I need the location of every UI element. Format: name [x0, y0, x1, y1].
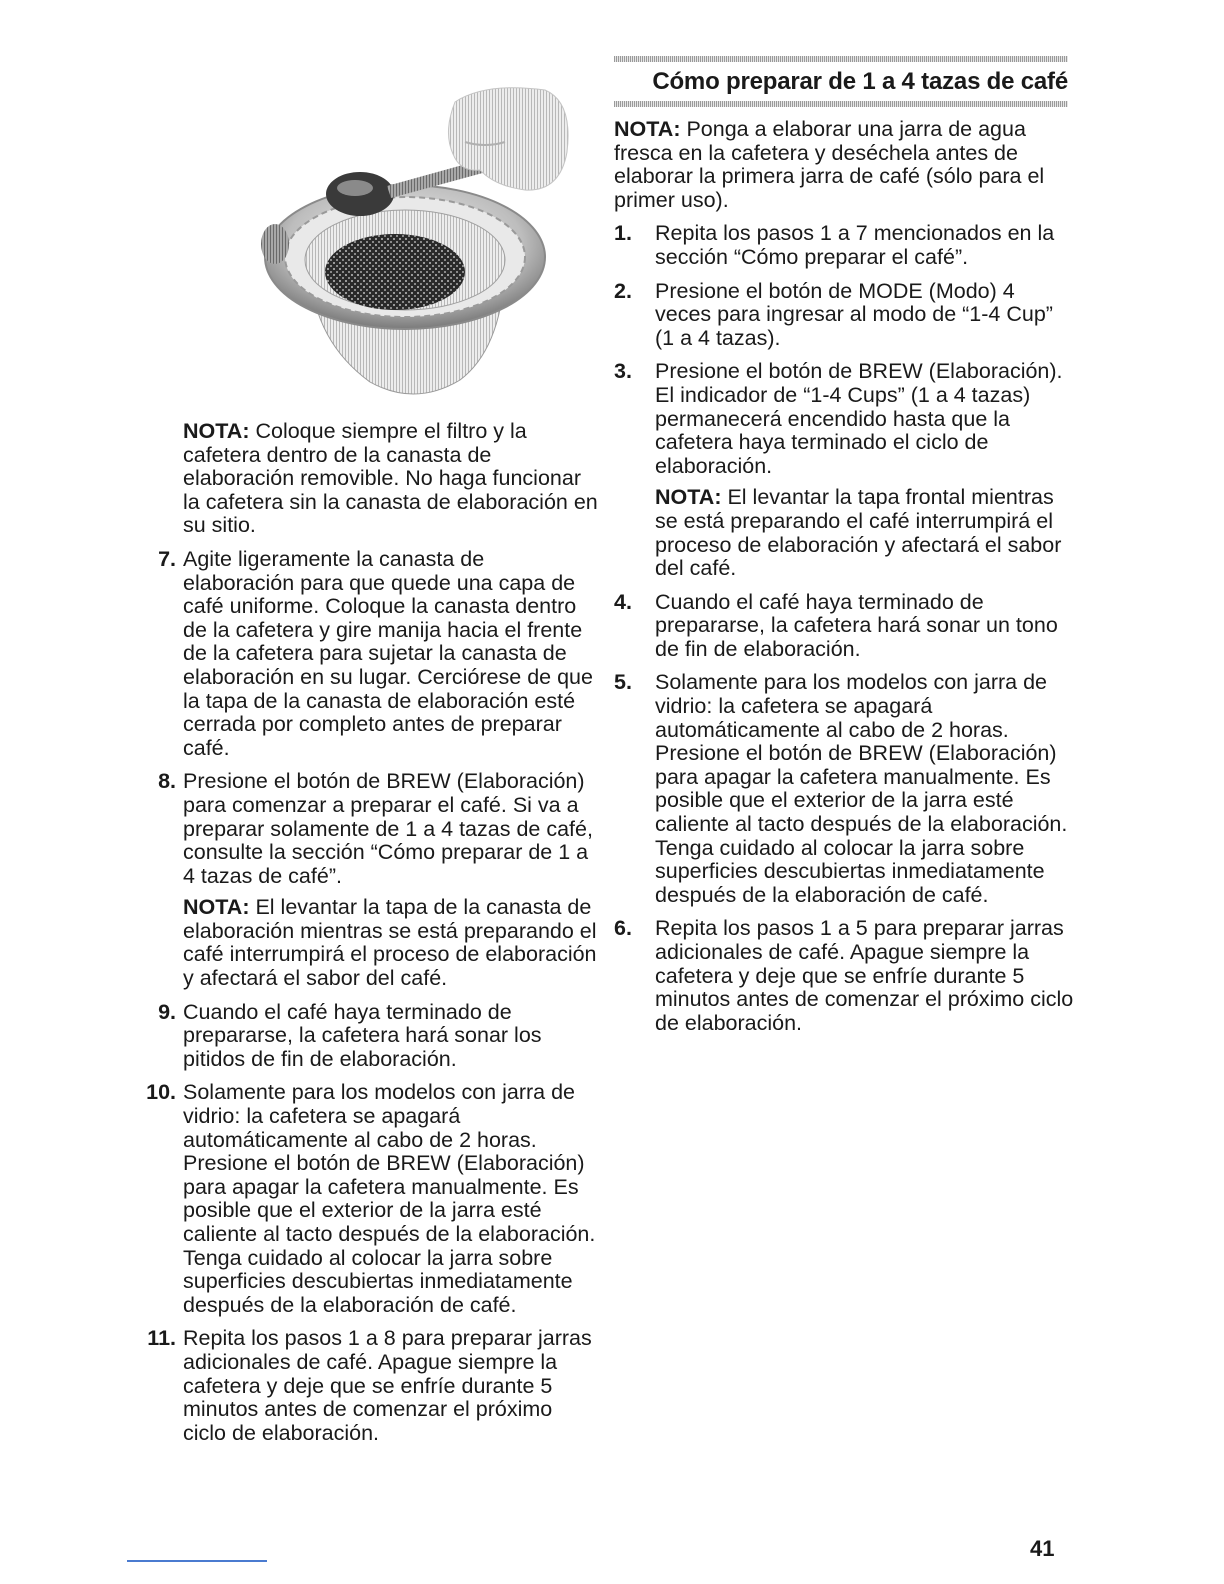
step-item — [140, 548, 600, 760]
note-text: Ponga a elaborar una jarra de agua fresca en la cafetera y deséchela antes de elaborar la primera jarra de café (sólo para el primer uso). — [614, 117, 1045, 212]
step-note — [655, 486, 1074, 580]
note-label: NOTA: — [655, 485, 722, 510]
basket-note — [140, 420, 600, 538]
step-number: 3. — [614, 359, 632, 384]
step-item — [140, 770, 600, 990]
right-steps-list — [614, 222, 1074, 1035]
brew-basket-illustration — [255, 82, 575, 412]
note-label: NOTA: — [183, 419, 250, 443]
header-top-rule — [614, 56, 1068, 62]
note-label: NOTA: — [183, 895, 250, 920]
left-column — [140, 420, 600, 1455]
note-text: Coloque siempre el filtro y la cafetera dentro de la canasta de elaboración removible. No haga funcionar la cafetera sin la canasta de elaboración en su sitio. — [183, 419, 598, 538]
step-number: 8. — [158, 769, 176, 794]
step-number: 2. — [614, 278, 632, 303]
header-bottom-rule — [614, 101, 1068, 107]
page-number: 41 — [1030, 1536, 1055, 1561]
step-item — [614, 591, 1074, 662]
step-item — [614, 280, 1074, 351]
step-text: Cuando el café haya terminado de prepararse, la cafetera hará sonar los pitidos de fin de elaboración. — [183, 999, 542, 1071]
step-item — [614, 671, 1074, 907]
step-number: 10. — [146, 1080, 176, 1105]
note-text: El levantar la tapa frontal mientras se está preparando el café interrumpirá el proceso de elaboración y afectará el sabor del café. — [655, 485, 1062, 581]
section-header — [614, 56, 1068, 107]
step-text: Presione el botón de BREW (Elaboración) para comenzar a preparar el café. Si va a preparar solamente de 1 a 4 tazas de café, consulte la sección “Cómo preparar de 1 a 4 tazas de café”. — [183, 769, 593, 888]
step-text: Solamente para los modelos con jarra de vidrio: la cafetera se apagará automáticamente al cabo de 2 horas. Presione el botón de BREW (Elaboración) para apagar la cafetera manualmente. Es posible que el exterior de la jarra esté caliente al tacto después de la elaboración. Tenga cuidado al colocar la jarra sobre superficies descubiertas inmediatamente después de la elaboración de café. — [183, 1080, 596, 1317]
step-number: 7. — [158, 546, 176, 571]
step-item — [614, 222, 1074, 269]
first-use-note — [614, 118, 1074, 212]
step-number: 9. — [158, 999, 176, 1024]
step-item — [140, 1327, 600, 1445]
step-text: Repita los pasos 1 a 7 mencionados en la sección “Cómo preparar el café”. — [655, 221, 1055, 269]
note-text: El levantar la tapa de la canasta de elaboración mientras se está preparando el café interrumpirá el proceso de elaboración y afectará el sabor del café. — [183, 895, 597, 991]
note-label: NOTA: — [614, 117, 681, 141]
step-number: 1. — [614, 221, 632, 246]
section-title: Cómo preparar de 1 a 4 tazas de café — [652, 68, 1068, 95]
left-steps-list — [140, 548, 600, 1445]
step-number: 11. — [147, 1326, 176, 1351]
step-number: 4. — [614, 589, 632, 614]
step-number: 6. — [614, 916, 632, 941]
step-item — [140, 1081, 600, 1317]
step-item — [140, 1001, 600, 1072]
right-column — [614, 118, 1074, 1045]
bottom-rule — [127, 1560, 267, 1562]
step-text: Presione el botón de MODE (Modo) 4 veces para ingresar al modo de “1-4 Cup” (1 a 4 tazas). — [655, 278, 1053, 350]
step-note — [183, 896, 600, 990]
step-number: 5. — [614, 670, 632, 695]
step-item — [614, 917, 1074, 1035]
step-item — [614, 360, 1074, 580]
step-text: Agite ligeramente la canasta de elaboración para que quede una capa de café uniforme. Coloque la canasta dentro de la cafetera y gire manija hacia el frente de la cafetera para sujetar la canasta de elaboración en su lugar. Cerciórese de que la tapa de la canasta de elaboración esté cerrada por completo antes de preparar café. — [183, 546, 593, 760]
step-text: Repita los pasos 1 a 5 para preparar jarras adicionales de café. Apague siempre la cafetera y deje que se enfríe durante 5 minutos antes de comenzar el próximo ciclo de elaboración. — [655, 916, 1074, 1035]
step-text: Repita los pasos 1 a 8 para preparar jarras adicionales de café. Apague siempre la cafetera y deje que se enfríe durante 5 minutos antes de comenzar el próximo ciclo de elaboración. — [183, 1326, 592, 1445]
step-text: Presione el botón de BREW (Elaboración). El indicador de “1-4 Cups” (1 a 4 tazas) permanecerá encendido hasta que la cafetera haya terminado el ciclo de elaboración. — [655, 359, 1063, 478]
step-text: Cuando el café haya terminado de prepararse, la cafetera hará sonar un tono de fin de elaboración. — [655, 589, 1058, 661]
step-text: Solamente para los modelos con jarra de vidrio: la cafetera se apagará automáticamente al cabo de 2 horas. Presione el botón de BREW (Elaboración) para apagar la cafetera manualmente. Es posible que el exterior de la jarra esté caliente al tacto después de la elaboración. Tenga cuidado al colocar la jarra sobre superficies descubiertas inmediatamente después de la elaboración de café. — [655, 670, 1068, 907]
